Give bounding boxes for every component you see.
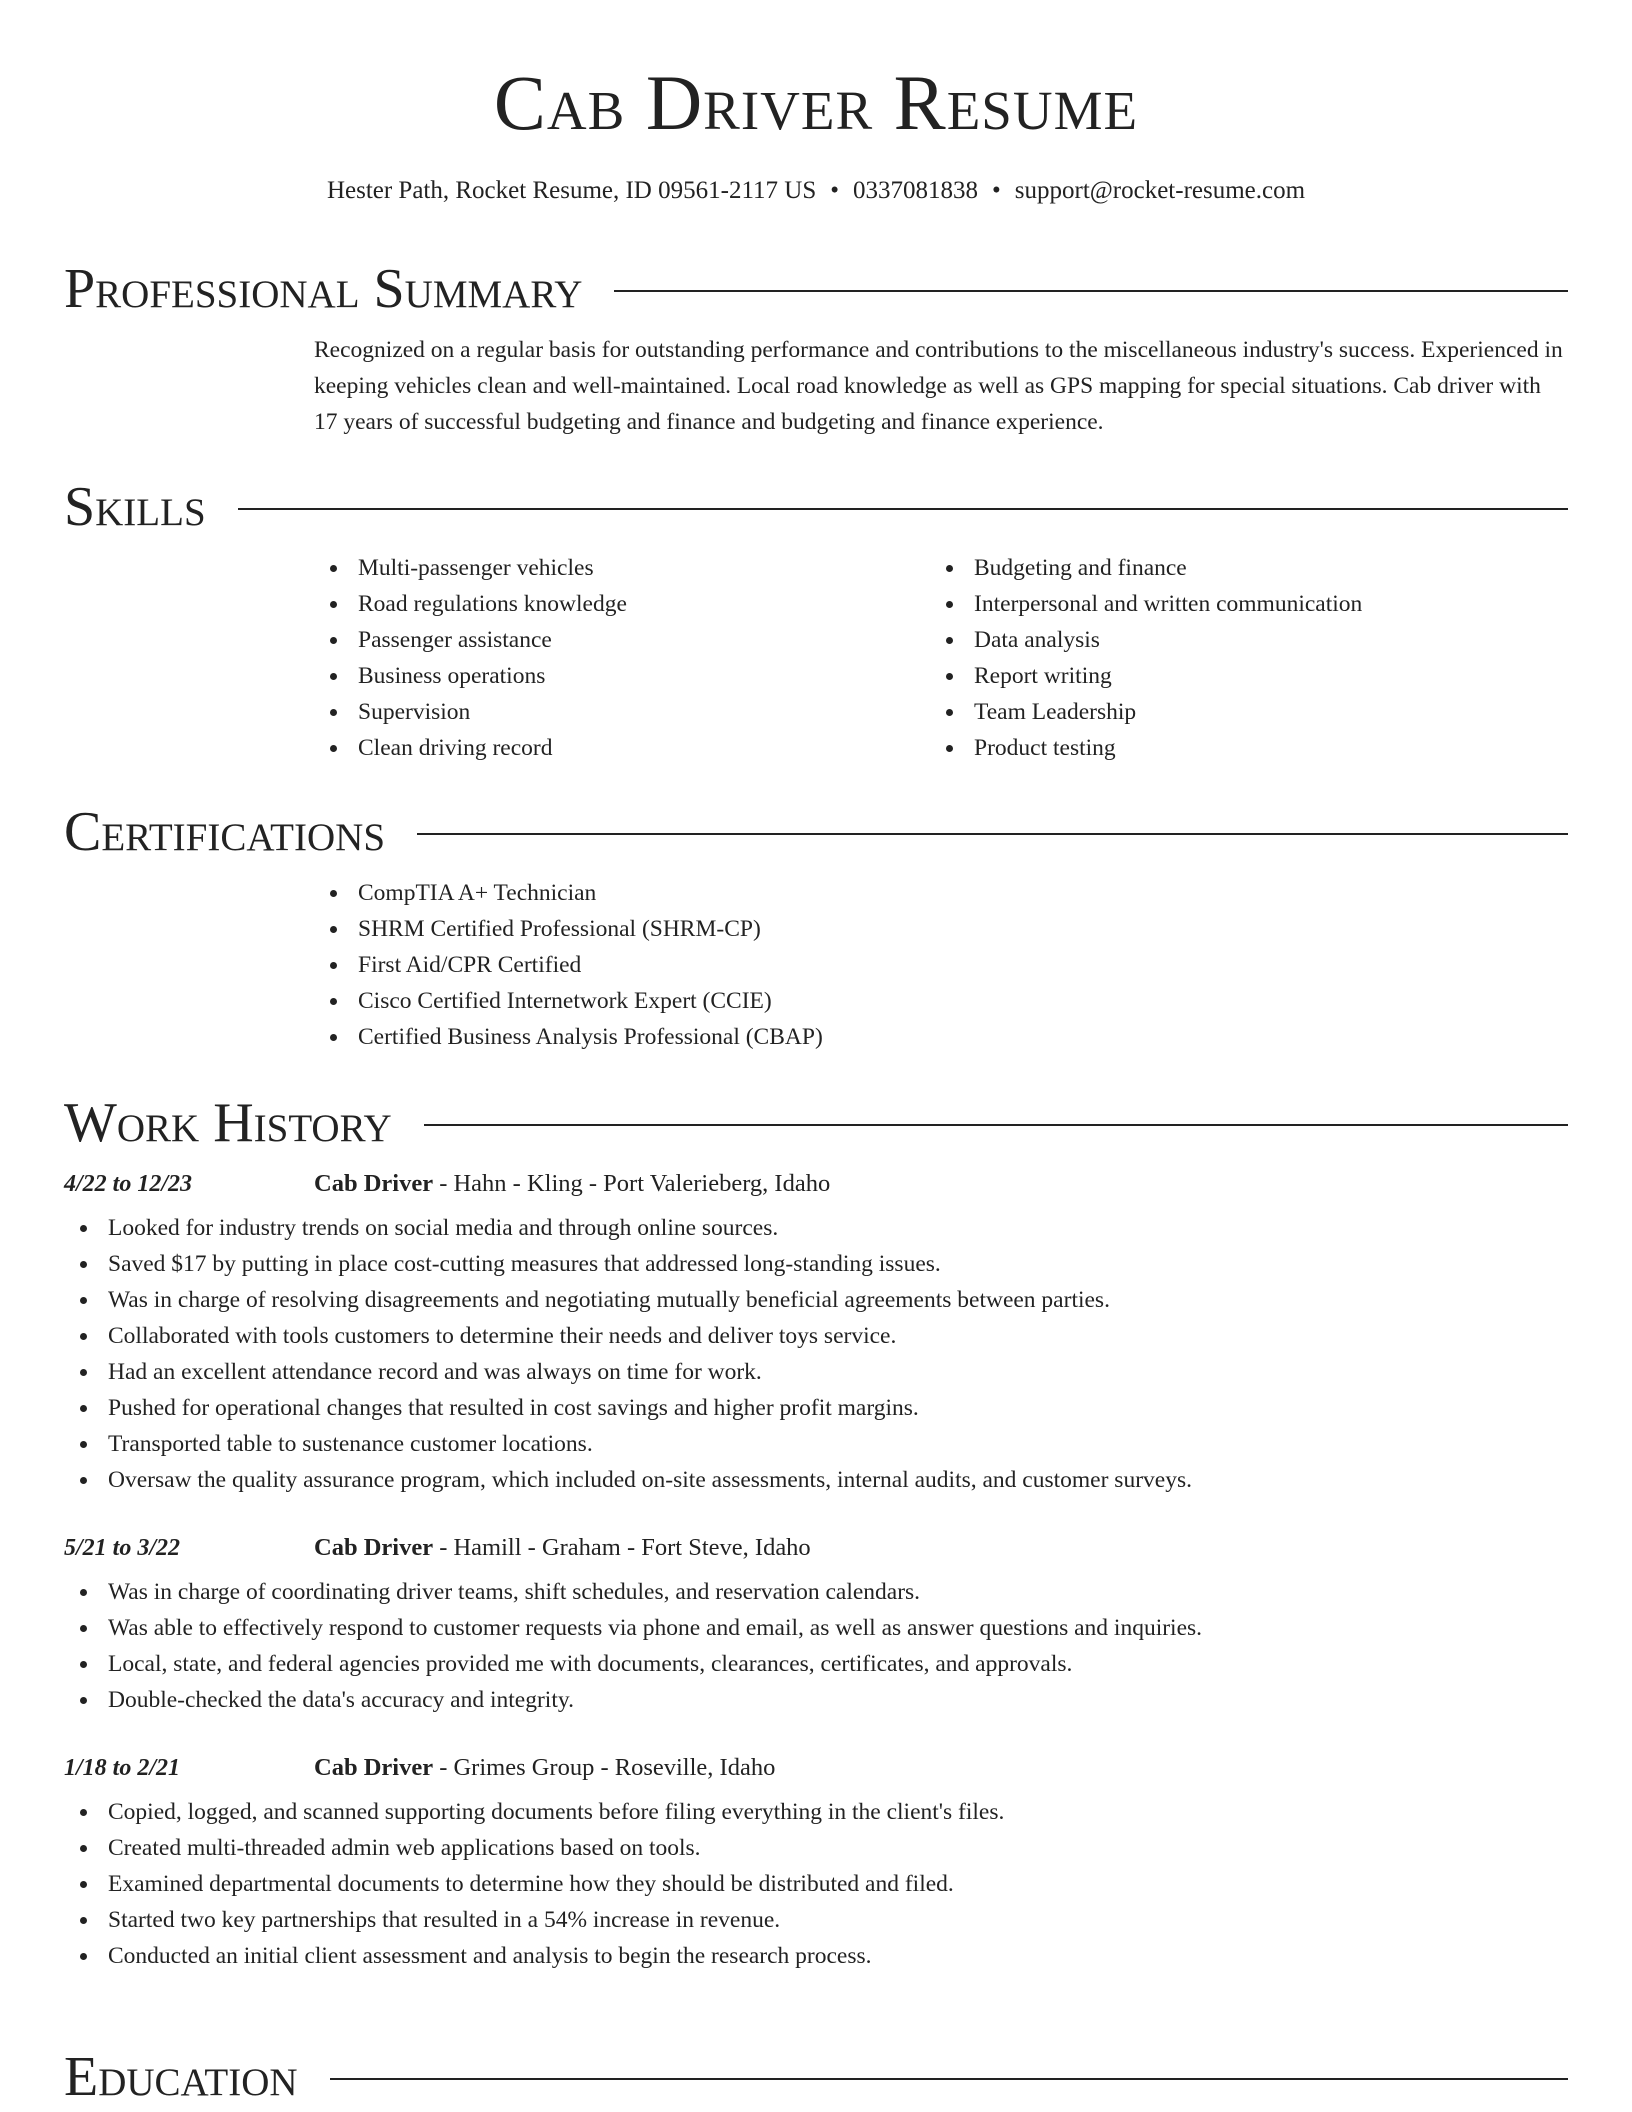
skill-item: Clean driving record [314, 730, 930, 766]
job-entry [64, 1166, 1568, 1498]
job-bullet: Was in charge of resolving disagreements and negotiating mutually beneficial agreements between parties. [64, 1282, 1568, 1318]
contact-line [0, 174, 1632, 208]
job-dates: 5/21 to 3/22 [64, 1535, 181, 1561]
job-title-line [314, 1750, 775, 1786]
certification-item: Certified Business Analysis Professional (CBAP) [314, 1019, 1568, 1055]
job-bullet: Collaborated with tools customers to determine their needs and deliver toys service. [64, 1318, 1568, 1354]
skill-item: Product testing [930, 730, 1546, 766]
job-dates: 1/18 to 2/21 [64, 1755, 181, 1781]
job-bullet: Oversaw the quality assurance program, which included on-site assessments, internal audits, and customer surveys. [64, 1462, 1568, 1498]
job-responsibilities [64, 1574, 1568, 1718]
job-entry [64, 1750, 1568, 1974]
job-bullet: Looked for industry trends on social media and through online sources. [64, 1210, 1568, 1246]
job-bullet: Was in charge of coordinating driver teams, shift schedules, and reservation calendars. [64, 1574, 1568, 1610]
summary-section [64, 254, 1568, 440]
skill-item: Supervision [314, 694, 930, 730]
jobs-list [64, 1166, 1568, 1974]
skill-item: Business operations [314, 658, 930, 694]
contact-email: support@rocket-resume.com [1014, 177, 1306, 204]
job-bullet: Double-checked the data's accuracy and integrity. [64, 1682, 1568, 1718]
job-entry [64, 1530, 1568, 1718]
summary-heading: Professional Summary [64, 258, 583, 320]
job-title-line [314, 1166, 830, 1202]
job-bullet: Conducted an initial client assessment and analysis to begin the research process. [64, 1938, 1568, 1974]
education-section [64, 2042, 1568, 2112]
skills-right-list [930, 550, 1546, 766]
job-responsibilities [64, 1794, 1568, 1974]
skill-item: Interpersonal and written communication [930, 586, 1546, 622]
work-history-header [64, 1088, 1568, 1158]
skill-item: Road regulations knowledge [314, 586, 930, 622]
education-header [64, 2042, 1568, 2112]
job-responsibilities [64, 1210, 1568, 1498]
skills-grid [314, 550, 1568, 766]
job-bullet: Had an excellent attendance record and was always on time for work. [64, 1354, 1568, 1390]
job-title-line [314, 1530, 811, 1566]
skills-right-column [930, 550, 1546, 766]
section-divider [330, 2078, 1568, 2080]
skill-item: Data analysis [930, 622, 1546, 658]
job-bullet: Pushed for operational changes that resulted in cost savings and higher profit margins. [64, 1390, 1568, 1426]
section-divider [424, 1124, 1568, 1126]
job-header [64, 1530, 1568, 1574]
work-history-heading: Work History [64, 1092, 392, 1154]
skills-heading: Skills [64, 476, 206, 538]
job-bullet: Examined departmental documents to determine how they should be distributed and filed. [64, 1866, 1568, 1902]
work-history-section [64, 1088, 1568, 1974]
job-bullet: Local, state, and federal agencies provided me with documents, clearances, certificates, and approvals. [64, 1646, 1568, 1682]
resume-title: Cab Driver Resume [493, 59, 1139, 146]
job-employer-location: - Hahn - Kling - Port Valerieberg, Idaho [433, 1170, 831, 1197]
certification-item: Cisco Certified Internetwork Expert (CCIE) [314, 983, 1568, 1019]
job-bullet: Started two key partnerships that resulted in a 54% increase in revenue. [64, 1902, 1568, 1938]
summary-text: Recognized on a regular basis for outstanding performance and contributions to the miscellaneous industry's success. Experienced in keeping vehicles clean and well-maintained. Local road knowledge as well as GPS mapping for special situations. Cab driver with 17 years of successful budgeting and finance and budgeting and finance experience. [314, 337, 1563, 435]
job-dates: 4/22 to 12/23 [64, 1171, 193, 1197]
job-bullet: Copied, logged, and scanned supporting documents before filing everything in the client's files. [64, 1794, 1568, 1830]
contact-address: Hester Path, Rocket Resume, ID 09561-2117 US [326, 177, 817, 204]
skill-item: Budgeting and finance [930, 550, 1546, 586]
job-title: Cab Driver [314, 1754, 434, 1781]
job-title: Cab Driver [314, 1170, 434, 1197]
skill-item: Report writing [930, 658, 1546, 694]
job-header [64, 1750, 1568, 1794]
certification-item: CompTIA A+ Technician [314, 875, 1568, 911]
certification-item: First Aid/CPR Certified [314, 947, 1568, 983]
job-title: Cab Driver [314, 1534, 434, 1561]
education-heading: Education [64, 2046, 298, 2108]
certifications-heading: Certifications [64, 801, 386, 863]
skills-header [64, 472, 1568, 542]
job-header [64, 1166, 1568, 1210]
skill-item: Passenger assistance [314, 622, 930, 658]
section-divider [614, 290, 1568, 292]
skills-left-column [314, 550, 930, 766]
summary-header [64, 254, 1568, 324]
skill-item: Multi-passenger vehicles [314, 550, 930, 586]
job-bullet: Was able to effectively respond to customer requests via phone and email, as well as answer questions and inquiries. [64, 1610, 1568, 1646]
job-bullet: Created multi-threaded admin web applications based on tools. [64, 1830, 1568, 1866]
contact-separator: • [830, 177, 839, 204]
job-bullet: Saved $17 by putting in place cost-cutting measures that addressed long-standing issues. [64, 1246, 1568, 1282]
job-employer-location: - Hamill - Graham - Fort Steve, Idaho [433, 1534, 811, 1561]
skills-left-list [314, 550, 930, 766]
contact-separator: • [992, 177, 1001, 204]
certifications-header [64, 797, 1568, 867]
job-employer-location: - Grimes Group - Roseville, Idaho [433, 1754, 776, 1781]
skills-section [64, 472, 1568, 766]
certifications-body [314, 875, 1568, 1055]
section-divider [417, 833, 1568, 835]
section-divider [238, 508, 1568, 510]
certifications-list [314, 875, 1568, 1055]
job-bullet: Transported table to sustenance customer locations. [64, 1426, 1568, 1462]
contact-phone: 0337081838 [853, 177, 978, 204]
certification-item: SHRM Certified Professional (SHRM-CP) [314, 911, 1568, 947]
certifications-section [64, 797, 1568, 1055]
skill-item: Team Leadership [930, 694, 1546, 730]
